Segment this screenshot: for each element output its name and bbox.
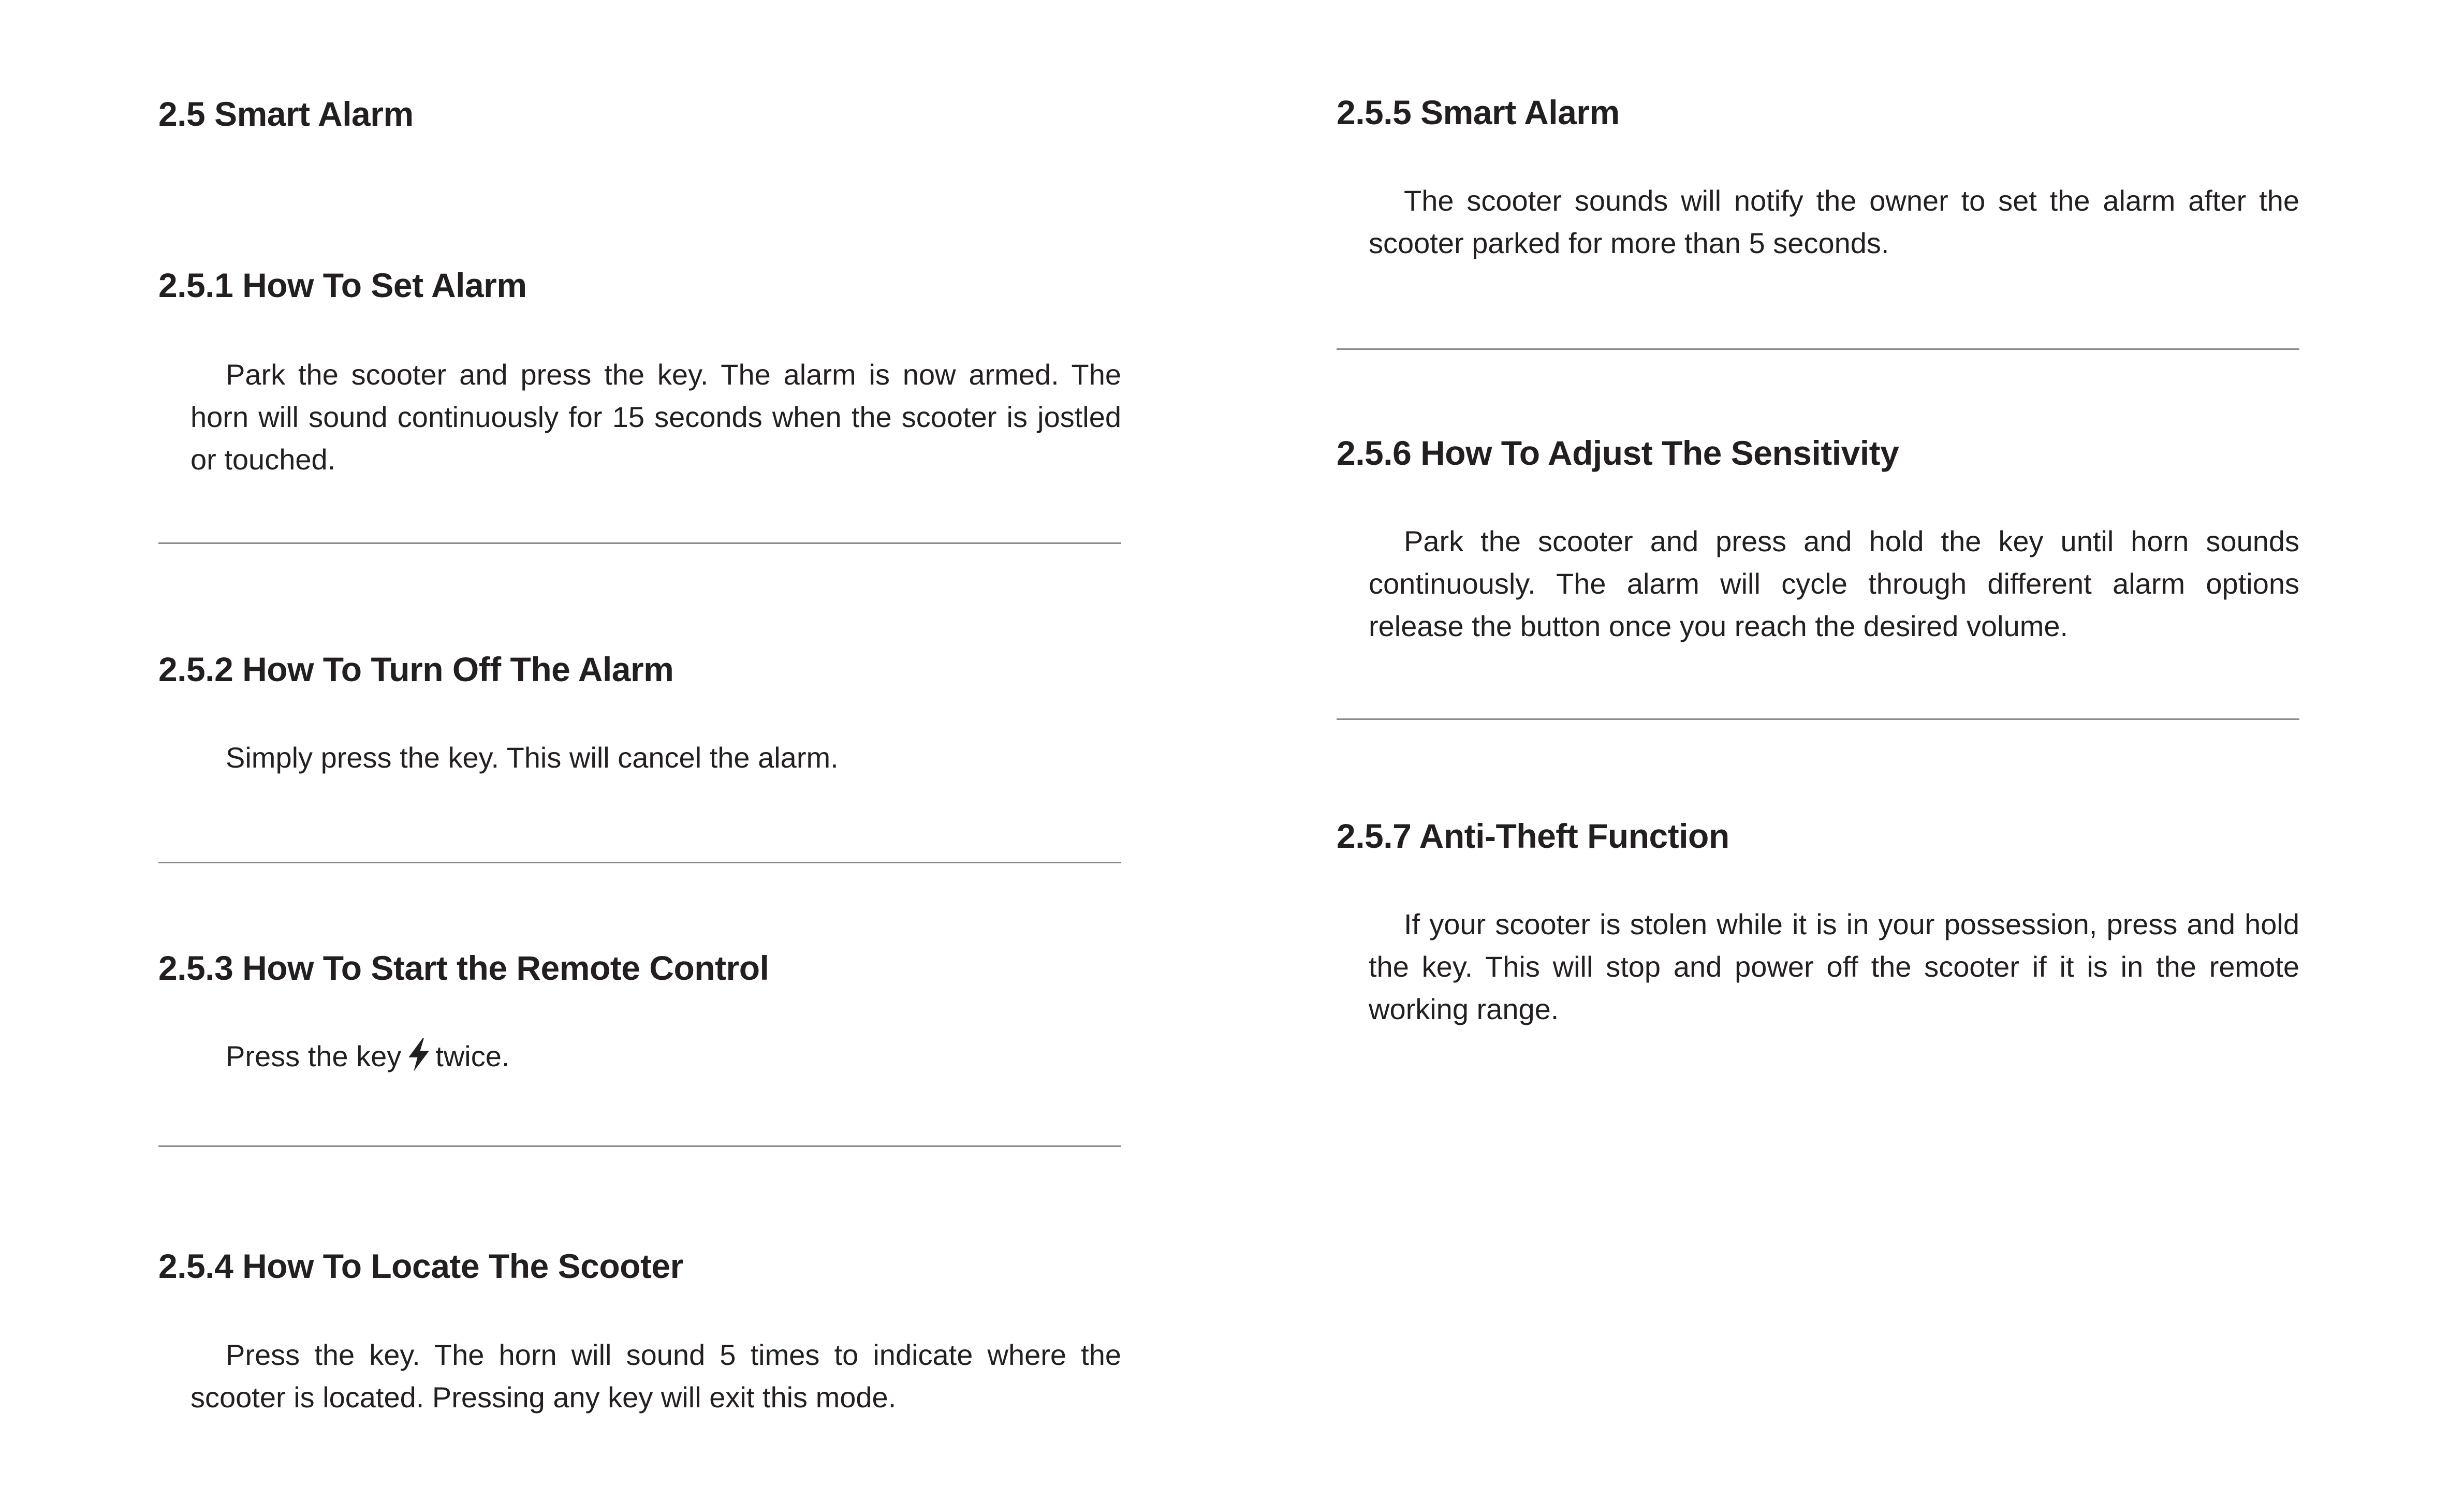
- paragraph-turn-off-alarm: Simply press the key. This will cancel the alarm.: [226, 741, 839, 774]
- paragraph-remote-control: [190, 1035, 1121, 1078]
- paragraph-set-alarm: Park the scooter and press the key. The alarm is now armed. The horn will sound continuously for 15 seconds when the scooter is jostled or touched.: [190, 358, 1121, 476]
- heading-anti-theft: 2.5.7 Anti-Theft Function: [1337, 817, 1729, 855]
- heading-adjust-sensitivity: 2.5.6 How To Adjust The Sensitivity: [1337, 434, 1899, 472]
- heading-smart-alarm: 2.5.5 Smart Alarm: [1337, 93, 1620, 131]
- paragraph-anti-theft: If your scooter is stolen while it is in your possession, press and hold the key. This will stop and power off the scooter if it is in the remote working range.: [1369, 908, 2299, 1025]
- left-column: [158, 0, 1121, 1501]
- lightning-bolt-icon: [404, 1038, 433, 1071]
- heading-remote-control: 2.5.3 How To Start the Remote Control: [158, 949, 769, 987]
- section-divider: [1337, 348, 2299, 350]
- heading-set-alarm: 2.5.1 How To Set Alarm: [158, 266, 527, 304]
- right-column: [1337, 0, 2299, 1501]
- paragraph-adjust-sensitivity: Park the scooter and press and hold the key until horn sounds continuously. The alarm will cycle through different alarm options release the button once you reach the desired volume.: [1369, 525, 2299, 642]
- paragraph-smart-alarm: The scooter sounds will notify the owner to set the alarm after the scooter parked for more than 5 seconds.: [1369, 184, 2299, 259]
- section-divider: [158, 542, 1121, 544]
- heading-locate-scooter: 2.5.4 How To Locate The Scooter: [158, 1247, 683, 1285]
- remote-control-text-before: Press the key: [226, 1040, 402, 1072]
- section-divider: [158, 1145, 1121, 1147]
- section-divider: [158, 862, 1121, 863]
- section-title-smart-alarm: 2.5 Smart Alarm: [158, 95, 414, 133]
- paragraph-locate-scooter: Press the key. The horn will sound 5 times to indicate where the scooter is located. Pressing any key will exit this mode.: [190, 1338, 1121, 1414]
- section-divider: [1337, 718, 2299, 720]
- remote-control-text-after: twice.: [435, 1040, 510, 1072]
- heading-turn-off-alarm: 2.5.2 How To Turn Off The Alarm: [158, 650, 674, 688]
